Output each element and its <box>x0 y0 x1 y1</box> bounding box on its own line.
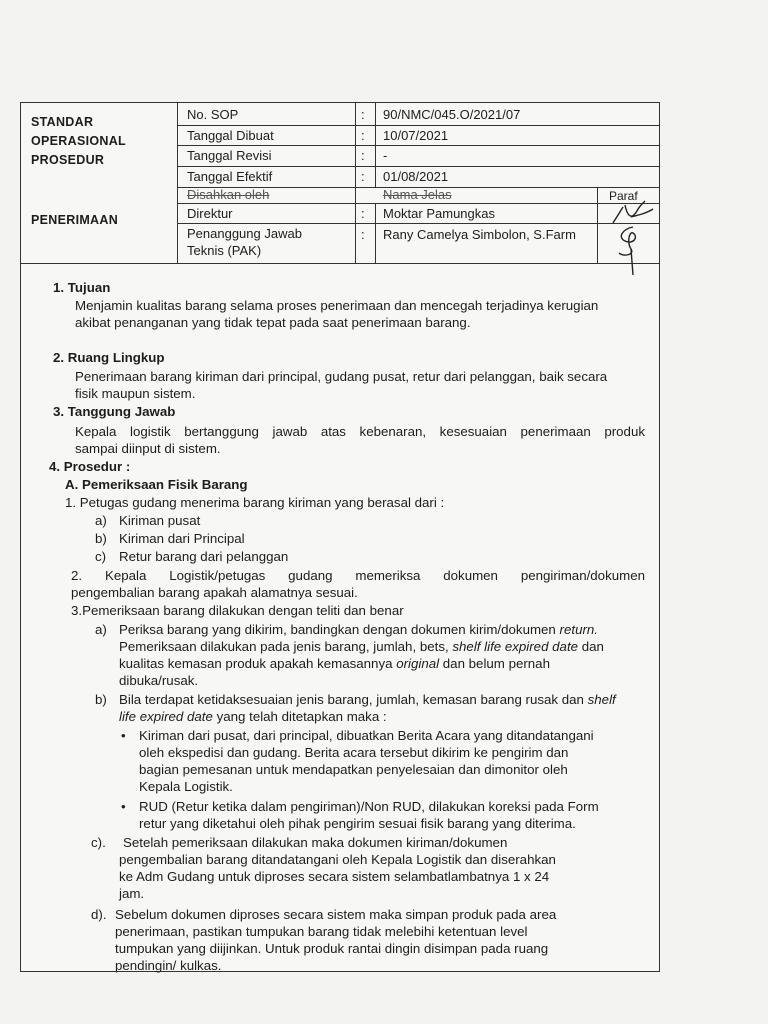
check-step-a-text: Pemeriksaan dilakukan pada jenis barang, jumlah, bets, <box>119 639 449 654</box>
procedure-item-2-line: pengembalian barang apakah alamatnya sesuai. <box>71 585 358 600</box>
list-item: Kiriman pusat <box>119 513 201 528</box>
sop-page <box>20 102 660 972</box>
table-rule <box>177 125 659 126</box>
signer-name-pak: Rany Camelya Simbolon, S.Farm <box>383 227 576 242</box>
title-line: PROSEDUR <box>31 153 105 167</box>
list-marker: d). <box>91 907 107 922</box>
step-c-line: pengembalian barang ditandatangani oleh Kepala Logistik dan diserahkan <box>119 852 556 867</box>
check-step-b-text: yang telah ditetapkan maka : <box>216 709 387 724</box>
table-divider <box>375 203 376 263</box>
procedure-item-1: 1. Petugas gudang menerima barang kiriman yang berasal dari : <box>65 495 445 510</box>
step-c-line: ke Adm Gudang untuk diproses secara sistem selambatlambatnya 1 x 24 <box>119 869 550 884</box>
check-step-a-text: dan <box>581 639 604 654</box>
subsection-heading-pemeriksaan: A. Pemeriksaan Fisik Barang <box>65 477 248 492</box>
section-heading-ruang-lingkup: 2. Ruang Lingkup <box>53 350 165 365</box>
row-value-tanggal-efektif: 01/08/2021 <box>383 169 449 184</box>
tanggung-jawab-text-line: sampai diinput di sistem. <box>75 441 221 456</box>
procedure-item-2-line: 2. Kepala Logistik/petugas gudang memeriksa dokumen pengiriman/dokumen <box>71 568 645 583</box>
table-rule <box>177 223 659 224</box>
row-separator: : <box>361 148 365 163</box>
row-label-tanggal-revisi: Tanggal Revisi <box>187 148 272 163</box>
check-step-a-text: kualitas kemasan produk apakah kemasannya <box>119 656 393 671</box>
row-separator: : <box>361 206 365 221</box>
row-separator: : <box>361 128 365 143</box>
procedure-item-3: 3.Pemeriksaan barang dilakukan dengan teliti dan benar <box>71 603 404 618</box>
row-separator: : <box>361 169 365 184</box>
signature-mark-pak <box>603 223 659 279</box>
step-d-line: pendingin/ kulkas. <box>115 958 222 973</box>
signer-role-line: Penanggung Jawab <box>187 226 302 241</box>
title-line: STANDAR <box>31 115 94 129</box>
step-d-line: tumpukan yang diijinkan. Untuk produk rantai dingin disimpan pada ruang <box>115 941 549 956</box>
check-step-a-line: dibuka/rusak. <box>119 673 199 688</box>
tujuan-text-line: akibat penanganan yang tidak tepat pada saat penerimaan barang. <box>75 315 471 330</box>
table-divider <box>355 103 356 263</box>
check-step-a-line <box>119 621 598 638</box>
section-heading-prosedur: 4. Prosedur : <box>49 459 131 474</box>
check-step-a-line <box>119 655 550 672</box>
check-step-b-text: Bila terdapat ketidaksesuaian jenis barang, jumlah, kemasan barang rusak dan <box>119 692 584 707</box>
bullet-icon: • <box>121 799 126 814</box>
document-title <box>31 113 171 170</box>
list-item: Kiriman dari Principal <box>119 531 245 546</box>
approval-label: Disahkan oleh <box>187 187 270 202</box>
check-step-a-line <box>119 638 604 655</box>
check-step-a-italic: original <box>396 656 440 671</box>
step-d-line: penerimaan, pastikan tumpukan barang tidak melebihi ketentuan level <box>115 924 528 939</box>
list-marker: c) <box>95 549 107 564</box>
row-label-tanggal-efektif: Tanggal Efektif <box>187 169 273 184</box>
step-d-line: Sebelum dokumen diproses secara sistem maka simpan produk pada area <box>115 907 557 922</box>
bullet-icon: • <box>121 728 126 743</box>
row-label-tanggal-dibuat: Tanggal Dibuat <box>187 128 274 143</box>
signer-role-pak <box>187 225 302 259</box>
bullet-text-line: bagian pemesanan untuk mendapatkan penyelesaian dan dimonitor oleh <box>139 762 568 777</box>
table-rule <box>177 166 659 167</box>
list-item: Retur barang dari pelanggan <box>119 549 289 564</box>
check-step-b-line <box>119 691 616 708</box>
bullet-text-line: oleh ekspedisi dan gudang. Berita acara tersebut dikirim ke pengirim dan <box>139 745 569 760</box>
table-divider <box>597 187 598 263</box>
bullet-text-line: retur yang diketahui oleh pihak pengirim sesuai fisik barang yang diterima. <box>139 816 576 831</box>
check-step-a-italic: shelf life expired date <box>452 639 579 654</box>
signature-column-header: Paraf <box>609 189 638 203</box>
check-step-b-line <box>119 708 387 725</box>
bullet-text-line: Kepala Logistik. <box>139 779 233 794</box>
check-step-b-italic: shelf <box>587 692 616 707</box>
section-heading-tujuan: 1. Tujuan <box>53 280 111 295</box>
ruang-lingkup-text-line: fisik maupun sistem. <box>75 386 196 401</box>
table-rule <box>177 145 659 146</box>
signer-role-direktur: Direktur <box>187 206 233 221</box>
step-c-line: jam. <box>119 886 145 901</box>
check-step-a-text: Periksa barang yang dikirim, bandingkan dengan dokumen kirim/dokumen <box>119 622 556 637</box>
row-separator: : <box>361 227 365 242</box>
list-marker: c). <box>91 835 106 850</box>
sop-header-table <box>21 103 659 264</box>
row-separator: : <box>361 107 365 122</box>
table-divider <box>177 103 178 263</box>
check-step-a-italic: return. <box>559 622 598 637</box>
list-marker: b) <box>95 692 107 707</box>
row-value-tanggal-dibuat: 10/07/2021 <box>383 128 449 143</box>
bullet-text-line: Kiriman dari pusat, dari principal, dibuatkan Berita Acara yang ditandatangani <box>139 728 594 743</box>
signer-role-line: Teknis (PAK) <box>187 243 262 258</box>
signer-name-direktur: Moktar Pamungkas <box>383 206 495 221</box>
section-heading-tanggung-jawab: 3. Tanggung Jawab <box>53 404 176 419</box>
list-marker: a) <box>95 622 107 637</box>
row-value-no-sop: 90/NMC/045.O/2021/07 <box>383 107 521 122</box>
ruang-lingkup-text-line: Penerimaan barang kiriman dari principal, gudang pusat, retur dari pelanggan, baik secara <box>75 369 608 384</box>
check-step-a-text: dan belum pernah <box>442 656 550 671</box>
list-marker: a) <box>95 513 107 528</box>
step-c-line: Setelah pemeriksaan dilakukan maka dokumen kiriman/dokumen <box>123 835 508 850</box>
table-rule <box>177 203 659 204</box>
document-subject: PENERIMAAN <box>31 213 119 227</box>
row-value-tanggal-revisi: - <box>383 148 388 163</box>
tujuan-text-line: Menjamin kualitas barang selama proses penerimaan dan mencegah terjadinya kerugian <box>75 298 599 313</box>
check-step-b-italic: life expired date <box>119 709 213 724</box>
tanggung-jawab-text-line: Kepala logistik bertanggung jawab atas kebenaran, kesesuaian penerimaan produk <box>75 424 645 439</box>
title-line: OPERASIONAL <box>31 134 126 148</box>
bullet-text-line: RUD (Retur ketika dalam pengiriman)/Non RUD, dilakukan koreksi pada Form <box>139 799 599 814</box>
row-label-no-sop: No. SOP <box>187 107 239 122</box>
name-column-header: Nama Jelas <box>383 187 452 202</box>
list-marker: b) <box>95 531 107 546</box>
